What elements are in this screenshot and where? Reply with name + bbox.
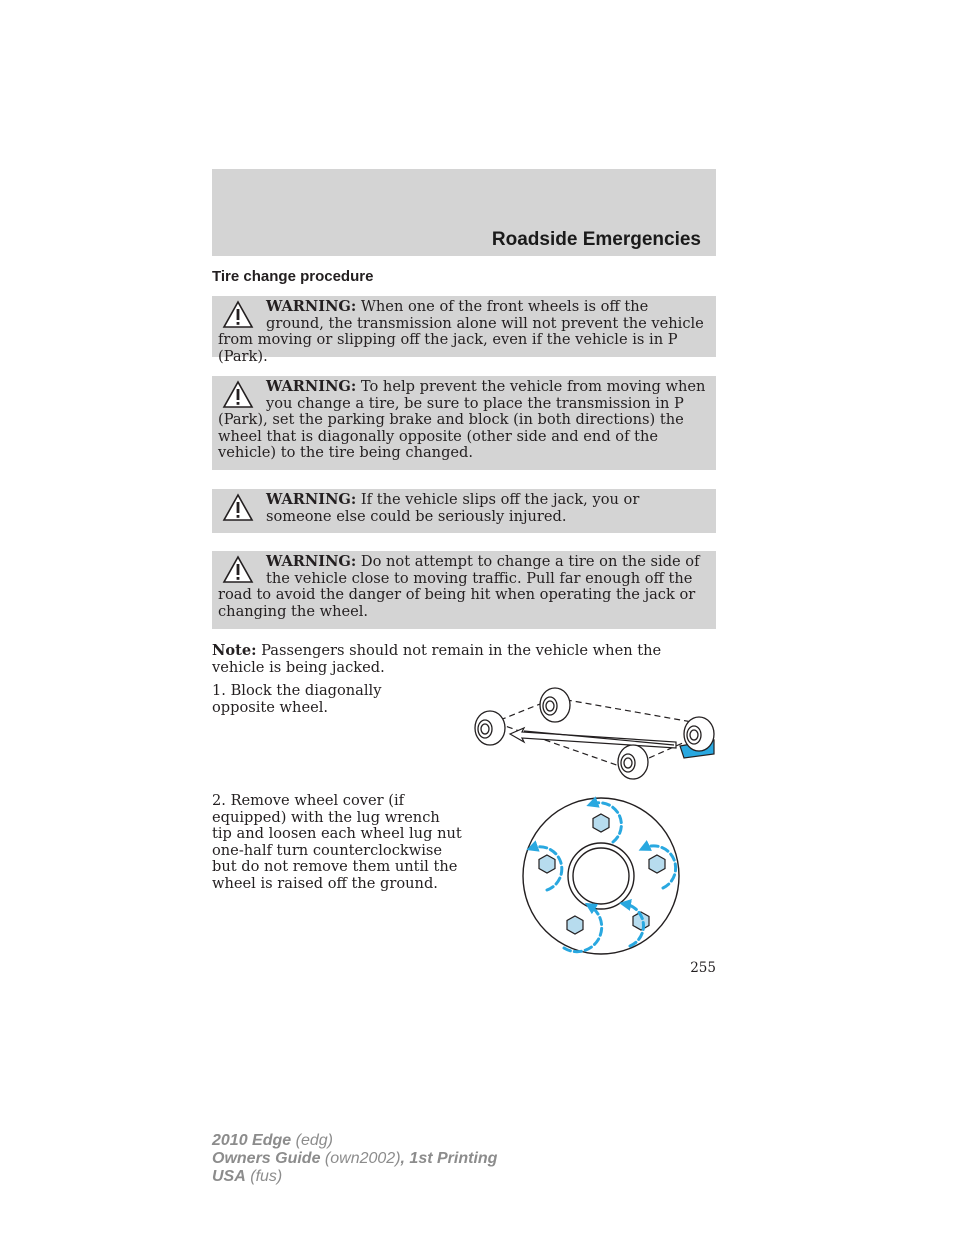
warning-box-2 [212,376,716,470]
page-number: 255 [690,960,716,976]
footer-market: USA [212,1168,246,1185]
note-label: Note: [212,642,257,659]
note-paragraph [212,643,716,676]
warning-box-4 [212,551,716,629]
footer-printing: , 1st Printing [400,1150,498,1167]
section-header [212,169,716,256]
footer-market-code: (fus) [250,1168,283,1185]
header-title: Roadside Emergencies [491,229,701,250]
warning-box-3 [212,489,716,533]
warning-text: When one of the front wheels is off the ground, the transmission alone will not prevent the vehicle from moving or slipping off the jack, even if the vehicle is in P (Park). [218,298,704,365]
footer-model-code: (edg) [295,1132,333,1149]
warning-icon [223,555,253,585]
footer-model: 2010 Edge [212,1132,292,1149]
warning-icon [223,300,253,330]
lug-nut-diagram [522,798,682,958]
warning-label: WARNING: [266,378,357,395]
footer-guide: Owners Guide [212,1150,321,1167]
document-footer [212,1132,497,1186]
section-title: Tire change procedure [212,268,374,285]
warning-label: WARNING: [266,553,357,570]
wheel-block-diagram [470,684,720,784]
warning-icon [223,380,253,410]
warning-label: WARNING: [266,298,357,315]
step-1-text: 1. Block the diagonally opposite wheel. [212,682,382,716]
note-text: Passengers should not remain in the vehicle when the vehicle is being jacked. [212,642,662,676]
warning-icon [223,493,253,523]
warning-box-1 [212,296,716,365]
footer-guide-code: (own2002) [324,1150,401,1167]
warning-text: Do not attempt to change a tire on the side of the vehicle close to moving traffic. Pull far enough off the road to avoid the danger of being hit when operating the jack or changing the wheel. [218,553,700,620]
step-2-text: 2. Remove wheel cover (if equipped) with the lug wrench tip and loosen each wheel lug nut one-half turn counterclockwise but do not remove them until the wheel is raised off the ground. [212,792,462,892]
warning-text: To help prevent the vehicle from moving when you change a tire, be sure to place the transmission in P (Park), set the parking brake and block (in both directions) the wheel that is diagonally opposite (other side and end of the vehicle) to the tire being changed. [218,378,706,462]
warning-text: If the vehicle slips off the jack, you or someone else could be seriously injured. [266,491,640,525]
footer-line-1 [212,1132,497,1150]
footer-line-3 [212,1168,497,1186]
footer-line-2 [212,1150,497,1168]
warning-label: WARNING: [266,491,357,508]
